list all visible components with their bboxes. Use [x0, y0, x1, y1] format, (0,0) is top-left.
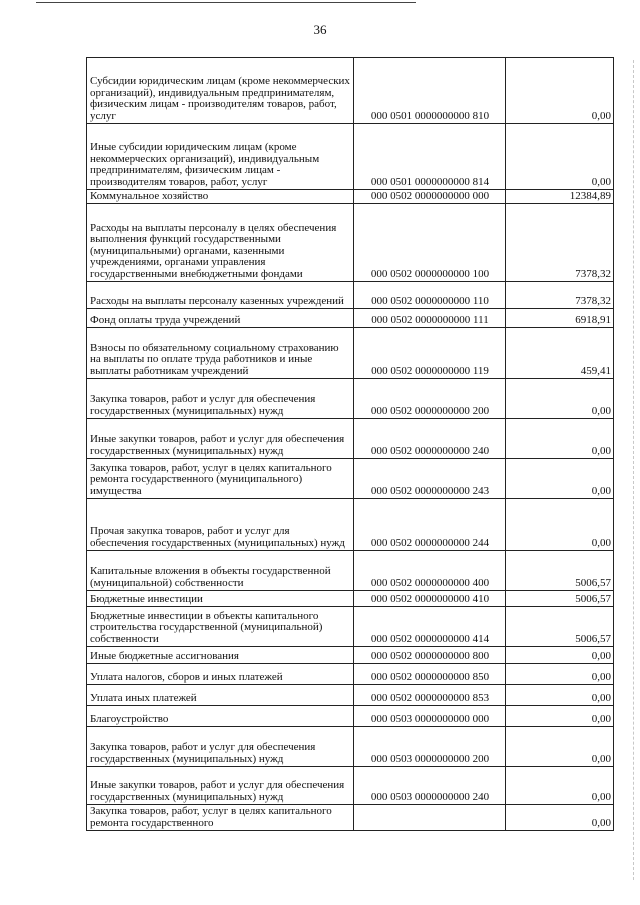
budget-table	[86, 57, 614, 831]
amount: 0,00	[506, 499, 614, 551]
expense-name: Бюджетные инвестиции в объекты капитального строительства государственной (муниципальной) собственности	[87, 607, 354, 647]
expense-name: Закупка товаров, работ и услуг для обеспечения государственных (муниципальных) нужд	[87, 727, 354, 767]
budget-code: 000 0502 0000000000 111	[354, 309, 506, 328]
amount: 0,00	[506, 379, 614, 419]
amount: 0,00	[506, 58, 614, 124]
expense-name: Субсидии юридическим лицам (кроме некоммерческих организаций), индивидуальным предпринимателям, физическим лицам - производителям товаров, работ, услуг	[87, 58, 354, 124]
amount: 0,00	[506, 706, 614, 727]
amount: 12384,89	[506, 190, 614, 204]
table-row	[87, 204, 614, 282]
expense-name: Иные субсидии юридическим лицам (кроме некоммерческих организаций), индивидуальным предпринимателям, физическим лицам - производителям товаров, работ, услуг	[87, 124, 354, 190]
table-row	[87, 190, 614, 204]
budget-code: 000 0501 0000000000 810	[354, 58, 506, 124]
amount: 7378,32	[506, 204, 614, 282]
expense-name: Закупка товаров, работ, услуг в целях капитального ремонта государственного	[87, 805, 354, 831]
budget-code: 000 0503 0000000000 240	[354, 767, 506, 805]
budget-code: 000 0502 0000000000 119	[354, 328, 506, 379]
budget-code: 000 0502 0000000000 000	[354, 190, 506, 204]
amount: 5006,57	[506, 551, 614, 591]
budget-code: 000 0502 0000000000 850	[354, 664, 506, 685]
expense-name: Закупка товаров, работ, услуг в целях капитального ремонта государственного (муниципального) имущества	[87, 459, 354, 499]
budget-code: 000 0503 0000000000 000	[354, 706, 506, 727]
budget-code: 000 0502 0000000000 414	[354, 607, 506, 647]
amount: 0,00	[506, 459, 614, 499]
table-row	[87, 591, 614, 607]
table-row	[87, 767, 614, 805]
amount: 5006,57	[506, 607, 614, 647]
expense-name: Уплата иных платежей	[87, 685, 354, 706]
expense-name: Уплата налогов, сборов и иных платежей	[87, 664, 354, 685]
table-row	[87, 328, 614, 379]
budget-code: 000 0501 0000000000 814	[354, 124, 506, 190]
expense-name: Закупка товаров, работ и услуг для обеспечения государственных (муниципальных) нужд	[87, 379, 354, 419]
page-number: 36	[313, 22, 327, 37]
amount: 0,00	[506, 124, 614, 190]
amount: 6918,91	[506, 309, 614, 328]
amount: 0,00	[506, 685, 614, 706]
budget-code: 000 0502 0000000000 800	[354, 647, 506, 664]
table-row	[87, 607, 614, 647]
amount: 0,00	[506, 727, 614, 767]
table-row	[87, 419, 614, 459]
budget-code: 000 0503 0000000000 200	[354, 727, 506, 767]
amount: 0,00	[506, 664, 614, 685]
table-row	[87, 459, 614, 499]
table-row	[87, 499, 614, 551]
expense-name: Иные бюджетные ассигнования	[87, 647, 354, 664]
table-row	[87, 551, 614, 591]
margin-dots	[632, 60, 634, 880]
table-row	[87, 124, 614, 190]
amount: 0,00	[506, 767, 614, 805]
amount: 7378,32	[506, 282, 614, 309]
expense-name: Расходы на выплаты персоналу казенных учреждений	[87, 282, 354, 309]
budget-code: 000 0502 0000000000 100	[354, 204, 506, 282]
budget-code: 000 0502 0000000000 400	[354, 551, 506, 591]
expense-name: Благоустройство	[87, 706, 354, 727]
table-row	[87, 664, 614, 685]
expense-name: Расходы на выплаты персоналу в целях обеспечения выполнения функций государственными (муниципальными) органами, казенными учреждениями, органами управления государственными внебюджетными фондами	[87, 204, 354, 282]
amount: 459,41	[506, 328, 614, 379]
expense-name: Фонд оплаты труда учреждений	[87, 309, 354, 328]
amount: 0,00	[506, 647, 614, 664]
table-row	[87, 706, 614, 727]
budget-code: 000 0502 0000000000 244	[354, 499, 506, 551]
table-row	[87, 727, 614, 767]
expense-name: Иные закупки товаров, работ и услуг для обеспечения государственных (муниципальных) нужд	[87, 419, 354, 459]
budget-code: 000 0502 0000000000 200	[354, 379, 506, 419]
expense-name: Иные закупки товаров, работ и услуг для обеспечения государственных (муниципальных) нужд	[87, 767, 354, 805]
table-row	[87, 282, 614, 309]
expense-name: Капитальные вложения в объекты государственной (муниципальной) собственности	[87, 551, 354, 591]
budget-code: 000 0502 0000000000 410	[354, 591, 506, 607]
expense-name: Бюджетные инвестиции	[87, 591, 354, 607]
table-row	[87, 58, 614, 124]
table-row	[87, 647, 614, 664]
amount: 5006,57	[506, 591, 614, 607]
table-row	[87, 309, 614, 328]
budget-code: 000 0502 0000000000 240	[354, 419, 506, 459]
expense-name: Взносы по обязательному социальному страхованию на выплаты по оплате труда работников и иные выплаты работникам учреждений	[87, 328, 354, 379]
budget-code	[354, 805, 506, 831]
amount: 0,00	[506, 419, 614, 459]
expense-name: Прочая закупка товаров, работ и услуг для обеспечения государственных (муниципальных) нужд	[87, 499, 354, 551]
amount: 0,00	[506, 805, 614, 831]
budget-code: 000 0502 0000000000 853	[354, 685, 506, 706]
table-row	[87, 379, 614, 419]
table-row	[87, 685, 614, 706]
top-rule	[36, 2, 416, 3]
budget-code: 000 0502 0000000000 243	[354, 459, 506, 499]
expense-name: Коммунальное хозяйство	[87, 190, 354, 204]
table-row	[87, 805, 614, 831]
budget-code: 000 0502 0000000000 110	[354, 282, 506, 309]
